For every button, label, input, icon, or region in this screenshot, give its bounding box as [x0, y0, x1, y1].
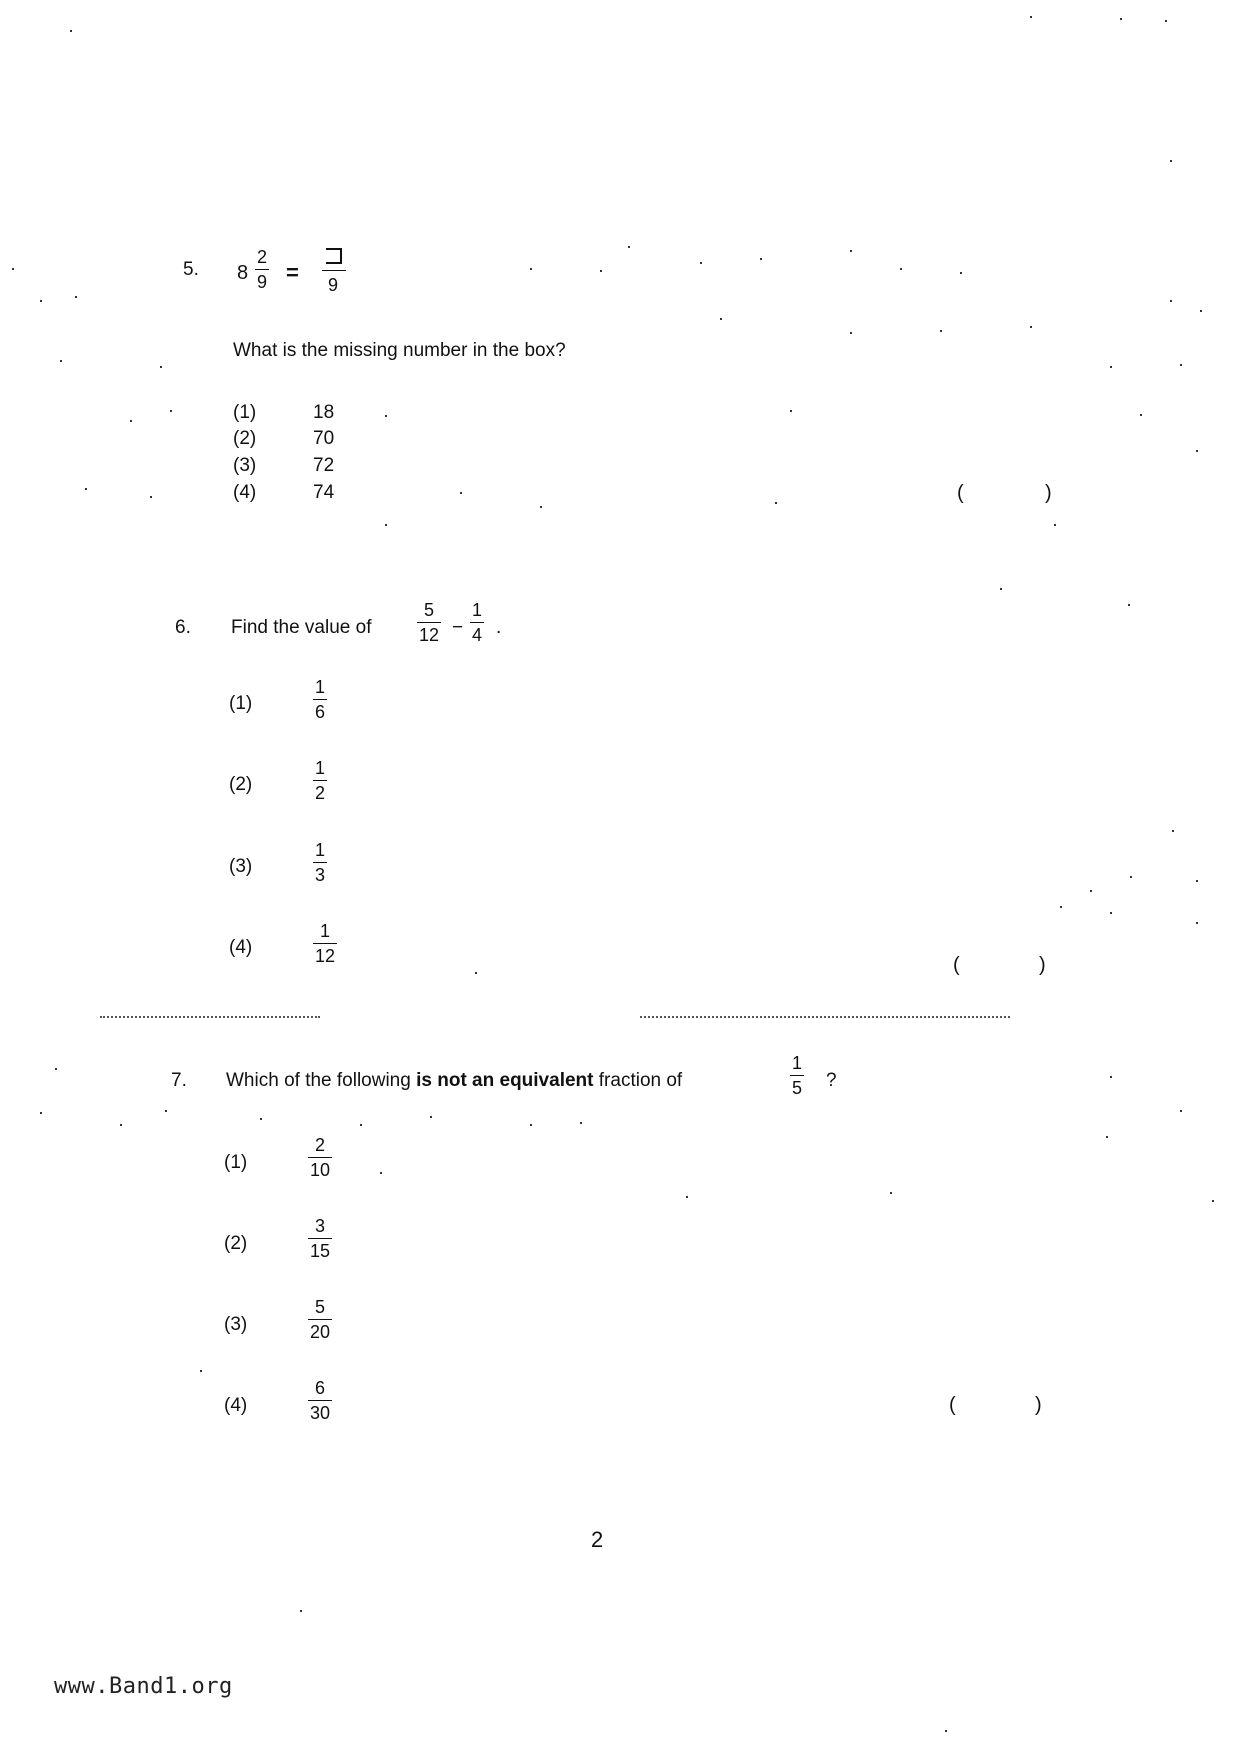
fraction-bar — [322, 270, 346, 271]
scan-speck — [1165, 20, 1167, 22]
scan-speck — [1054, 524, 1056, 526]
fraction-denominator: 3 — [315, 865, 326, 885]
equals-sign: = — [286, 260, 299, 285]
fraction-bar — [308, 1319, 332, 1320]
option-label: (1) — [233, 402, 257, 423]
missing-number-box — [326, 248, 342, 264]
scan-speck — [720, 318, 722, 320]
option-fraction — [308, 1379, 332, 1422]
scan-speck — [380, 1172, 382, 1174]
page-number: 2 — [591, 1527, 604, 1552]
scan-speck — [385, 524, 387, 526]
scan-speck — [540, 506, 542, 508]
scan-speck — [300, 1610, 302, 1612]
option-label: (2) — [229, 774, 253, 795]
scan-speck — [150, 496, 152, 498]
scan-speck — [1170, 300, 1172, 302]
fraction-bar — [313, 699, 327, 700]
option-fraction — [313, 841, 327, 884]
scan-speck — [1180, 364, 1182, 366]
scan-speck — [1060, 906, 1062, 908]
answer-bracket-open: ( — [953, 954, 960, 976]
fraction-numerator: 3 — [315, 1216, 326, 1236]
scan-speck — [1172, 830, 1174, 832]
scan-speck — [686, 1196, 688, 1198]
option-label: (2) — [233, 428, 257, 449]
scan-speck — [120, 1124, 122, 1126]
scan-speck — [85, 488, 87, 490]
scan-speck — [430, 1116, 432, 1118]
fraction-bar — [313, 862, 327, 863]
scan-speck — [700, 262, 702, 264]
fraction-numerator: 1 — [315, 758, 326, 778]
option-label: (2) — [224, 1233, 248, 1254]
question-text: What is the missing number in the box? — [233, 340, 566, 361]
option-fraction — [308, 1298, 332, 1341]
question-number: 5. — [183, 259, 199, 280]
lhs-fraction — [255, 248, 269, 291]
scan-speck — [1110, 366, 1112, 368]
scan-speck — [1128, 604, 1130, 606]
scan-speck — [775, 502, 777, 504]
scan-speck — [600, 270, 602, 272]
fraction-denominator: 6 — [315, 702, 326, 722]
scan-speck — [475, 972, 477, 974]
fraction-numerator: 2 — [315, 1135, 326, 1155]
scan-speck — [790, 410, 792, 412]
scan-speck — [1180, 1110, 1182, 1112]
option-label: (4) — [229, 937, 253, 958]
option-value: 18 — [313, 402, 335, 423]
option-fraction — [313, 922, 337, 965]
scan-speck — [60, 360, 62, 362]
fraction-bar — [313, 943, 337, 944]
prompt-emphasis: is not an equivalent — [416, 1070, 594, 1091]
option-value: 74 — [313, 482, 335, 503]
fraction-numerator: 6 — [315, 1378, 326, 1398]
minus-sign: − — [452, 617, 464, 638]
fraction-bar — [417, 622, 441, 623]
scan-speck — [940, 330, 942, 332]
answer-bracket-open: ( — [957, 482, 964, 504]
scan-speck — [1030, 326, 1032, 328]
prompt-end: fraction of — [598, 1070, 683, 1091]
scan-speck — [360, 1124, 362, 1126]
scan-speck — [960, 272, 962, 274]
fraction-denominator: 30 — [310, 1403, 331, 1423]
scan-speck — [850, 250, 852, 252]
option-fraction — [313, 678, 327, 721]
question-number: 6. — [175, 617, 191, 638]
operand-fraction-b — [470, 601, 484, 644]
scan-speck — [55, 1068, 57, 1070]
scan-speck — [1110, 1076, 1112, 1078]
scan-speck — [1110, 912, 1112, 914]
scan-artifact-line — [100, 1016, 320, 1018]
scan-speck — [40, 1112, 42, 1114]
scan-speck — [70, 30, 72, 32]
option-fraction — [313, 759, 327, 802]
answer-bracket-close: ) — [1045, 482, 1052, 504]
option-label: (3) — [229, 856, 253, 877]
fraction-numerator: 5 — [315, 1297, 326, 1317]
fraction-bar — [313, 780, 327, 781]
scan-speck — [1196, 922, 1198, 924]
option-label: (1) — [229, 693, 253, 714]
option-label: (3) — [233, 455, 257, 476]
fraction-numerator: 1 — [320, 921, 331, 941]
fraction-denominator: 15 — [310, 1241, 331, 1261]
fraction-denominator: 12 — [419, 625, 440, 645]
fraction-numerator: 1 — [792, 1053, 803, 1073]
fraction-bar — [470, 622, 484, 623]
scan-speck — [165, 1110, 167, 1112]
fraction-bar — [255, 269, 269, 270]
answer-bracket-open: ( — [949, 1394, 956, 1416]
option-value: 70 — [313, 428, 335, 449]
scan-speck — [760, 258, 762, 260]
scan-speck — [1196, 880, 1198, 882]
scan-speck — [850, 332, 852, 334]
fraction-denominator: 5 — [792, 1078, 803, 1098]
option-label: (4) — [224, 1395, 248, 1416]
scan-speck — [1000, 588, 1002, 590]
scan-artifact-line — [640, 1016, 1010, 1018]
scan-speck — [900, 268, 902, 270]
scan-speck — [75, 296, 77, 298]
fraction-numerator: 1 — [315, 677, 326, 697]
fraction-denominator: 9 — [328, 275, 339, 295]
scan-speck — [628, 246, 630, 248]
question-number: 7. — [171, 1070, 187, 1091]
option-value: 72 — [313, 455, 335, 476]
option-fraction — [308, 1217, 332, 1260]
operand-fraction-a — [417, 601, 441, 644]
option-label: (3) — [224, 1314, 248, 1335]
mixed-whole-number: 8 — [237, 262, 249, 284]
fraction-denominator: 4 — [472, 625, 483, 645]
scan-speck — [890, 1192, 892, 1194]
fraction-denominator: 20 — [310, 1322, 331, 1342]
fraction-denominator: 9 — [257, 272, 268, 292]
scan-speck — [200, 1370, 202, 1372]
scan-speck — [1030, 16, 1032, 18]
scan-speck — [130, 420, 132, 422]
fraction-denominator: 10 — [310, 1160, 331, 1180]
scan-speck — [1212, 1200, 1214, 1202]
fraction-denominator: 2 — [315, 783, 326, 803]
scan-speck — [40, 300, 42, 302]
scan-speck — [260, 1118, 262, 1120]
question-text: Find the value of — [231, 617, 372, 638]
scan-speck — [1090, 890, 1092, 892]
scan-speck — [170, 410, 172, 412]
scan-speck — [1130, 876, 1132, 878]
scan-speck — [945, 1730, 947, 1732]
fraction-bar — [790, 1075, 804, 1076]
scan-speck — [12, 268, 14, 270]
answer-bracket-close: ) — [1039, 954, 1046, 976]
target-fraction — [790, 1054, 804, 1097]
scan-speck — [385, 415, 387, 417]
fraction-numerator: 2 — [257, 247, 268, 267]
scan-speck — [1120, 18, 1122, 20]
scan-speck — [1170, 160, 1172, 162]
scan-speck — [1200, 310, 1202, 312]
scan-speck — [160, 366, 162, 368]
option-label: (1) — [224, 1152, 248, 1173]
fraction-denominator: 12 — [315, 946, 336, 966]
scan-speck — [1140, 414, 1142, 416]
prompt-start: Which of the following — [226, 1070, 411, 1091]
option-label: (4) — [233, 482, 257, 503]
question-mark: ? — [826, 1070, 837, 1091]
fraction-numerator: 5 — [424, 600, 435, 620]
fraction-bar — [308, 1400, 332, 1401]
scan-speck — [530, 268, 532, 270]
question-text — [226, 1071, 682, 1090]
scan-speck — [460, 492, 462, 494]
fraction-numerator: 1 — [315, 840, 326, 860]
scan-speck — [1196, 450, 1198, 452]
scan-speck — [530, 1124, 532, 1126]
fraction-numerator: 1 — [472, 600, 483, 620]
option-fraction — [308, 1136, 332, 1179]
answer-bracket-close: ) — [1035, 1394, 1042, 1416]
scan-speck — [580, 1122, 582, 1124]
fraction-bar — [308, 1238, 332, 1239]
fraction-bar — [308, 1157, 332, 1158]
end-period: . — [496, 617, 502, 638]
footer-url: www.Band1.org — [54, 1674, 233, 1699]
scan-speck — [1106, 1136, 1108, 1138]
